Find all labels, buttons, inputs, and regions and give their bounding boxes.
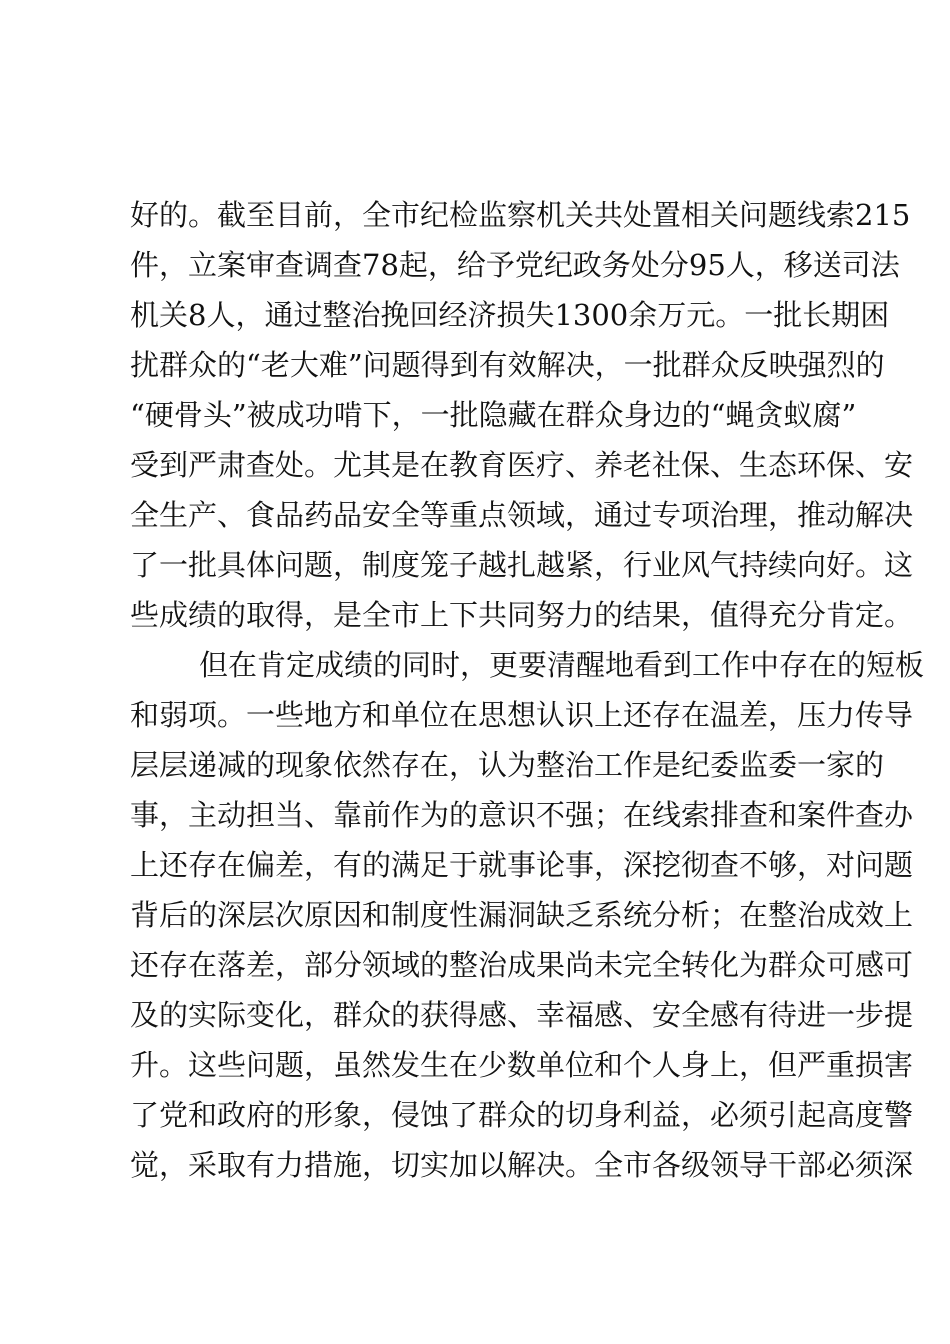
text-line: 扰群众的“老大难”问题得到有效解决，一批群众反映强烈的 [130,348,885,382]
text-line: 还存在落差，部分领域的整治成果尚未完全转化为群众可感可 [130,948,914,982]
text-line: 升。这些问题，虽然发生在少数单位和个人身上，但严重损害 [130,1048,914,1082]
text-line: 上还存在偏差，有的满足于就事论事，深挖彻查不够，对问题 [130,848,914,882]
text-line: “硬骨头”被成功啃下，一批隐藏在群众身边的“蝇贪蚁腐” [130,398,857,432]
text-line: 和弱项。一些地方和单位在思想认识上还存在温差，压力传导 [130,698,914,732]
text-line: 背后的深层次原因和制度性漏洞缺乏系统分析；在整治成效上 [130,898,914,932]
text-line: 了一批具体问题，制度笼子越扎越紧，行业风气持续向好。这 [130,548,914,582]
text-line: 机关8人，通过整治挽回经济损失1300余万元。一批长期困 [130,298,890,332]
document-body [130,196,925,1196]
text-line: 些成绩的取得，是全市上下共同努力的结果，值得充分肯定。 [130,598,914,632]
text-line: 件，立案审查调查78起，给予党纪政务处分95人，移送司法 [130,248,900,282]
text-line: 了党和政府的形象，侵蚀了群众的切身利益，必须引起高度警 [130,1098,914,1132]
text-line: 事，主动担当、靠前作为的意识不强；在线索排查和案件查办 [130,798,914,832]
text-line: 层层递减的现象依然存在，认为整治工作是纪委监委一家的 [130,748,885,782]
text-line: 及的实际变化，群众的获得感、幸福感、安全感有待进一步提 [130,998,914,1032]
paragraph-start-line: 但在肯定成绩的同时，更要清醒地看到工作中存在的短板 [199,648,925,682]
text-line: 全生产、食品药品安全等重点领域，通过专项治理，推动解决 [130,498,914,532]
text-line: 觉，采取有力措施，切实加以解决。全市各级领导干部必须深 [130,1148,914,1182]
text-line: 好的。截至目前，全市纪检监察机关共处置相关问题线索215 [130,198,911,232]
text-line: 受到严肃查处。尤其是在教育医疗、养老社保、生态环保、安 [130,448,914,482]
